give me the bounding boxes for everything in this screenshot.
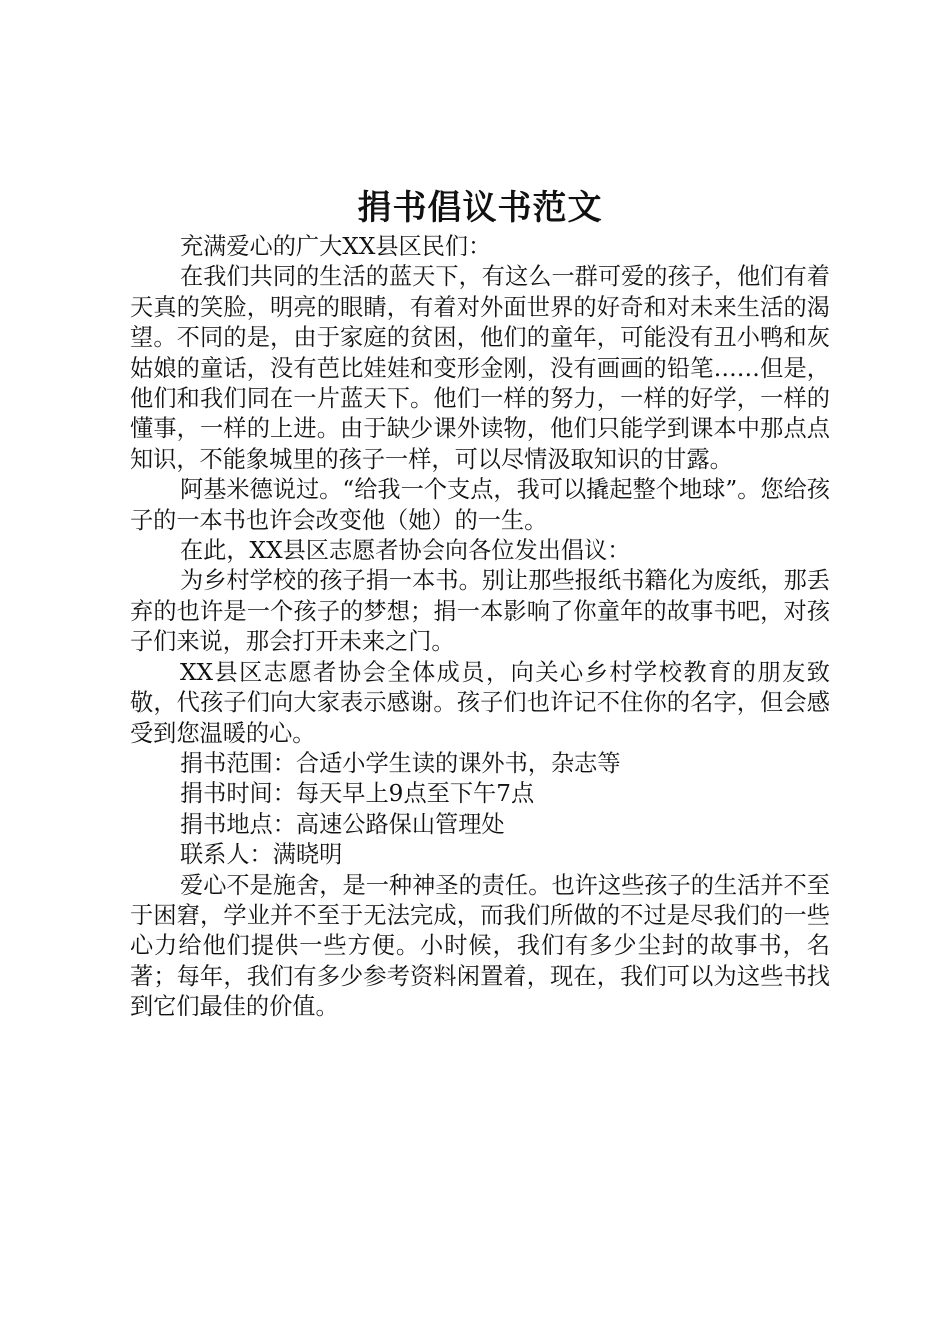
donation-scope: 捐书范围：合适小学生读的课外书，杂志等 [180, 749, 621, 777]
contact-person: 联系人：满晓明 [180, 841, 343, 869]
paragraph-donate-book: 为乡村学校的孩子捐一本书。别让那些报纸书籍化为废纸，那丢弃的也许是一个孩子的梦想；捐一本影响了你童年的故事书吧，对孩子们来说，那会打开未来之门。 [130, 567, 830, 656]
paragraph-children-situation: 在我们共同的生活的蓝天下，有这么一群可爱的孩子，他们有着天真的笑脸，明亮的眼睛，有着对外面世界的好奇和对未来生活的渴望。不同的是，由于家庭的贫困，他们的童年，可能没有丑小鸭和灰姑娘的童话，没有芭比娃娃和变形金刚，没有画画的铅笔……但是，他们和我们同在一片蓝天下。他们一样的努力，一样的好学，一样的懂事，一样的上进。由于缺少课外读物，他们只能学到课本中那点点知识，不能象城里的孩子一样，可以尽情汲取知识的甘露。 [130, 263, 830, 473]
paragraph-archimedes-quote: 阿基米德说过。“给我一个支点，我可以撬起整个地球”。您给孩子的一本书也许会改变他（她）的一生。 [130, 476, 830, 534]
donation-location: 捐书地点：高速公路保山管理处 [180, 810, 505, 838]
paragraph-thanks: XX县区志愿者协会全体成员，向关心乡村学校教育的朋友致敬，代孩子们向大家表示感谢。孩子们也许记不住你的名字，但会感受到您温暖的心。 [130, 658, 830, 747]
donation-time: 捐书时间：每天早上9点至下午7点 [180, 780, 535, 808]
paragraph-closing: 爱心不是施舍，是一种神圣的责任。也许这些孩子的生活并不至于困窘，学业并不至于无法完成，而我们所做的不过是尽我们的一些心力给他们提供一些方便。小时候，我们有多少尘封的故事书，名著；每年，我们有多少参考资料闲置着，现在，我们可以为这些书找到它们最佳的价值。 [130, 871, 830, 1021]
salutation: 充满爱心的广大XX县区民们： [180, 233, 492, 260]
document-title: 捐书倡议书范文 [357, 188, 603, 228]
paragraph-proposal-intro: 在此，XX县区志愿者协会向各位发出倡议： [180, 537, 631, 565]
document-body [130, 232, 830, 1023]
